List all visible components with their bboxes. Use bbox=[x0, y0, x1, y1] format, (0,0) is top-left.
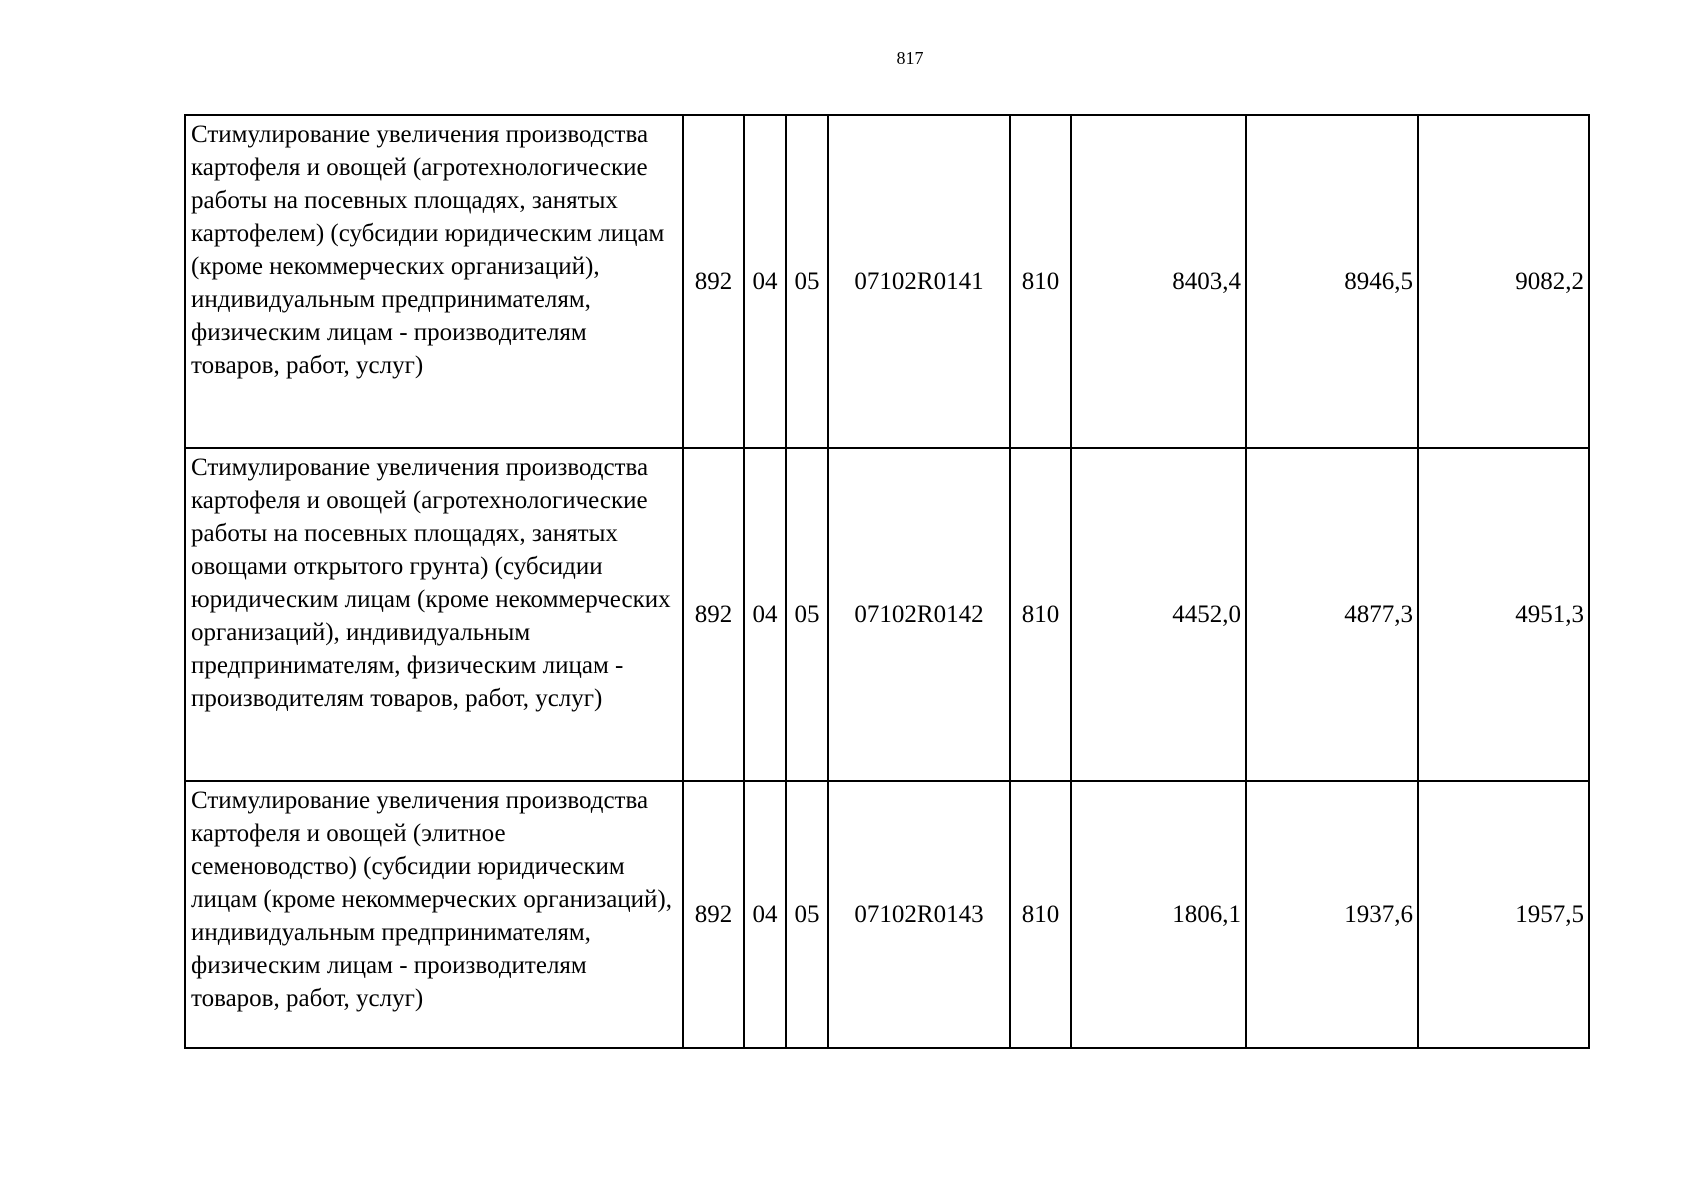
section-code: 04 bbox=[744, 448, 786, 781]
table-row bbox=[185, 115, 1589, 448]
page-number: 817 bbox=[896, 48, 924, 68]
target-article-code: 07102R0141 bbox=[828, 115, 1010, 448]
ministry-code: 892 bbox=[683, 115, 744, 448]
amount-year-3: 9082,2 bbox=[1418, 115, 1589, 448]
subsection-code: 05 bbox=[786, 781, 828, 1048]
ministry-code: 892 bbox=[683, 781, 744, 1048]
expense-type-code: 810 bbox=[1010, 781, 1071, 1048]
amount-year-1: 1806,1 bbox=[1071, 781, 1246, 1048]
amount-year-1: 8403,4 bbox=[1071, 115, 1246, 448]
section-code: 04 bbox=[744, 781, 786, 1048]
expense-type-code: 810 bbox=[1010, 448, 1071, 781]
expense-type-code: 810 bbox=[1010, 115, 1071, 448]
section-code: 04 bbox=[744, 115, 786, 448]
ministry-code: 892 bbox=[683, 448, 744, 781]
target-article-code: 07102R0142 bbox=[828, 448, 1010, 781]
amount-year-1: 4452,0 bbox=[1071, 448, 1246, 781]
amount-year-2: 1937,6 bbox=[1246, 781, 1418, 1048]
budget-table bbox=[184, 114, 1590, 1049]
row-description: Стимулирование увеличения производства картофеля и овощей (агротехнологические работы на посевных площадях, занятых картофелем) (субсидии юридическим лицам (кроме некоммерческих организаций), индивидуальным предпринимателям, физическим лицам - производителям товаров, работ, услуг) bbox=[185, 115, 683, 448]
subsection-code: 05 bbox=[786, 448, 828, 781]
target-article-code: 07102R0143 bbox=[828, 781, 1010, 1048]
table-row bbox=[185, 781, 1589, 1048]
amount-year-2: 4877,3 bbox=[1246, 448, 1418, 781]
amount-year-3: 1957,5 bbox=[1418, 781, 1589, 1048]
row-description: Стимулирование увеличения производства картофеля и овощей (агротехнологические работы на посевных площадях, занятых овощами открытого грунта) (субсидии юридическим лицам (кроме некоммерческих организаций), индивидуальным предпринимателям, физическим лицам - производителям товаров, работ, услуг) bbox=[185, 448, 683, 781]
table-row bbox=[185, 448, 1589, 781]
row-description: Стимулирование увеличения производства картофеля и овощей (элитное семеноводство) (субсидии юридическим лицам (кроме некоммерческих организаций), индивидуальным предпринимателям, физическим лицам - производителям товаров, работ, услуг) bbox=[185, 781, 683, 1048]
subsection-code: 05 bbox=[786, 115, 828, 448]
amount-year-2: 8946,5 bbox=[1246, 115, 1418, 448]
amount-year-3: 4951,3 bbox=[1418, 448, 1589, 781]
